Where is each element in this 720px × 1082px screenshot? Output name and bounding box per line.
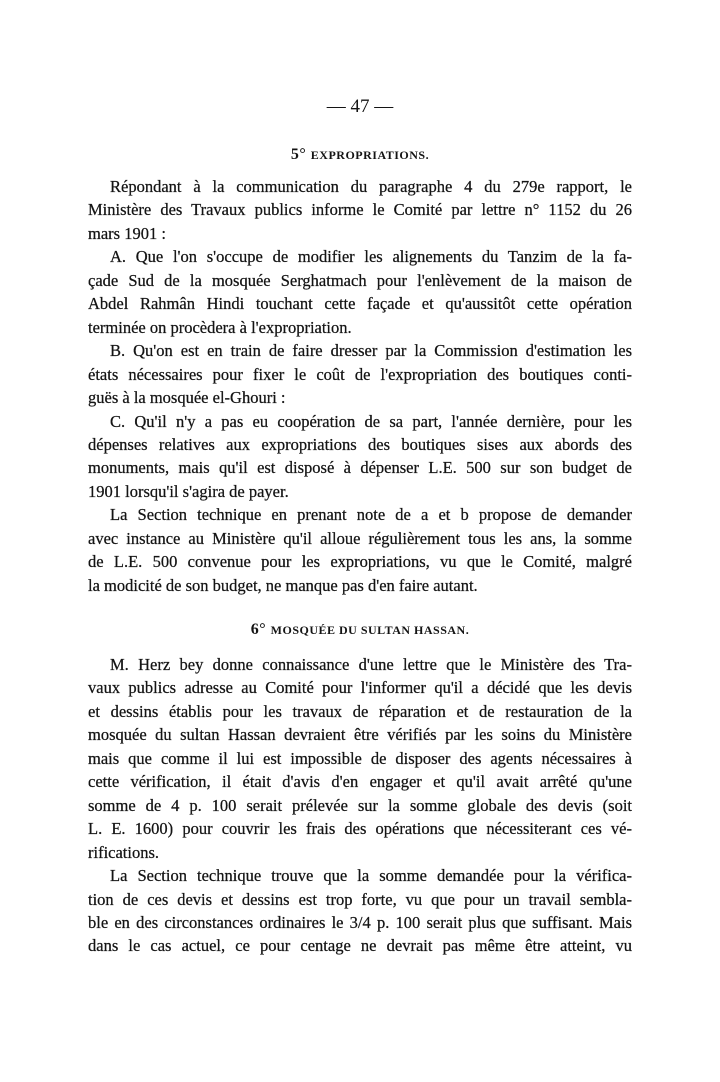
text-line: la modicité de son budget, ne manque pas d'en faire autant. [88, 575, 478, 595]
text-line: B. Qu'on est en train de faire dresser par la Commission d'estimation les [110, 341, 632, 361]
text-line: Abdel Rahmân Hindi touchant cette façade et qu'aussitôt cette opération [88, 294, 632, 314]
text-line: terminée on procèdera à l'expropriation. [88, 317, 352, 337]
text-line: dans le cas actuel, ce pour centage ne devrait pas même être atteint, vu [88, 936, 632, 956]
text-line: M. Herz bey donne connaissance d'une lettre que le Ministère des Tra- [110, 655, 632, 674]
text-line: mais que comme il lui est impossible de disposer des agents nécessaires à [88, 748, 632, 768]
section-number: 5° [290, 146, 311, 163]
text-line: rifications. [88, 842, 160, 862]
text-line: A. Que l'on s'occupe de modifier les alignements du Tanzim de la fa- [110, 247, 632, 267]
text-line: et dessins établis pour les travaux de réparation et de restauration de la [88, 701, 632, 721]
section-title: EXPROPRIATIONS. [310, 148, 430, 162]
text-line: monuments, mais qu'il est disposé à dépenser L.E. 500 sur son budget de [88, 458, 632, 478]
text-line: états nécessaires pour fixer le coût de l'expropriation des boutiques conti- [88, 364, 632, 384]
text-line: La Section technique trouve que la somme demandée pour la vérifica- [110, 866, 632, 886]
page-number: — 47 — [326, 96, 394, 117]
text-line: vaux publics adresse au Comité pour l'informer qu'il a décidé que les devis [88, 678, 632, 698]
text-line: mars 1901 : [88, 223, 166, 243]
section-title: MOSQUÉE DU SULTAN HASSAN. [270, 623, 470, 637]
text-line: Ministère des Travaux publics informe le Comité par lettre n° 1152 du 26 [88, 200, 632, 220]
section-number: 6° [250, 621, 271, 638]
text-line: de L.E. 500 convenue pour les expropriations, vu que le Comité, malgré [88, 552, 632, 572]
text-line: tion de ces devis et dessins est trop forte, vu que pour un travail sembla- [88, 889, 632, 909]
text-line: ble en des circonstances ordinaires le 3/4 p. 100 serait plus que suffisant. Mais [88, 912, 632, 932]
section-heading [0, 621, 720, 639]
section-heading [0, 146, 720, 164]
text-line: cette vérification, il était d'avis d'en engager et qu'il avait arrêté qu'une [88, 772, 632, 792]
text-line: 1901 lorsqu'il s'agira de payer. [88, 481, 289, 501]
text-line: mosquée du sultan Hassan devraient être vérifiés par les soins du Ministère [88, 725, 632, 745]
text-line: L. E. 1600) pour couvrir les frais des opérations que nécessiterant ces vé- [88, 819, 632, 839]
text-line: somme de 4 p. 100 serait prélevée sur la somme globale des devis (soit [88, 795, 632, 815]
text-line: C. Qu'il n'y a pas eu coopération de sa part, l'année dernière, pour les [110, 411, 632, 431]
text-line: Répondant à la communication du paragraphe 4 du 279e rapport, le [110, 177, 632, 196]
text-line: avec instance au Ministère qu'il alloue régulièrement tous les ans, la somme [88, 528, 632, 548]
text-line: La Section technique en prenant note de a et b propose de demander [110, 505, 632, 525]
text-line: çade Sud de la mosquée Serghatmach pour l'enlèvement de la maison de [88, 270, 632, 290]
text-line: guës à la mosquée el-Ghouri : [88, 388, 286, 408]
text-line: dépenses relatives aux expropriations des boutiques sises aux abords des [88, 434, 632, 454]
